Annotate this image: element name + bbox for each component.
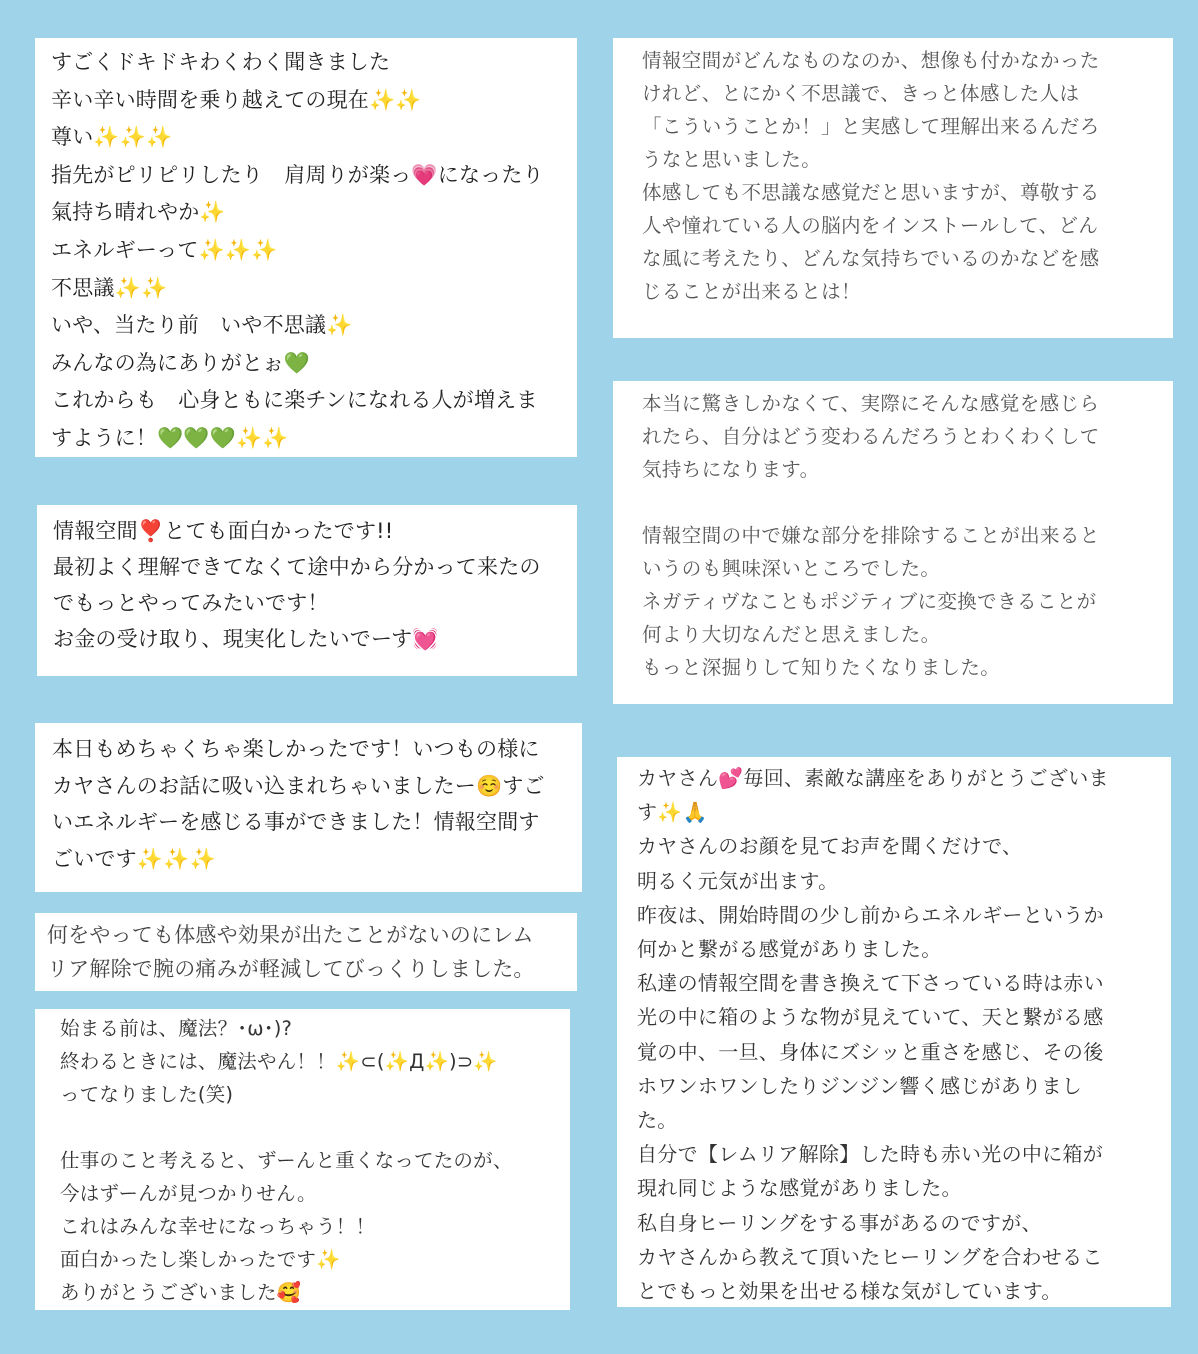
testimonial-card [35,1009,570,1310]
text-line: 始まる前は、魔法？･ω･)? [60,1017,293,1040]
text-line: 仕事のこと考えると、ずーんと重くなってたのが、 [60,1149,513,1172]
text-line: な風に考えたり、どんな気持ちでいるのかなどを感 [642,247,1100,270]
text-line: れたら、自分はどう変わるんだろうとわくわくして [642,425,1100,448]
testimonial-card [37,505,577,676]
text-line: 覚の中、一旦、身体にズシッと重さを感じ、その後 [637,1039,1104,1064]
text-line: いや、当たり前 いや不思議✨ [51,313,353,338]
text-line: ホワンホワンしたりジンジン響く感じがありまし [637,1073,1083,1098]
text-line: ありがとうございました🥰 [60,1281,302,1304]
text-line: ネガティヴなこともポジティブに変換できることが [642,590,1097,613]
text-line: 人や憧れている人の脳内をインストールして、どん [642,214,1099,237]
text-line: 今はずーんが見つかりせん。 [60,1182,317,1205]
text-line: すように！💚💚💚✨✨ [51,425,289,450]
text-line: でもっとやってみたいです！ [53,591,329,615]
text-line: 何かと繋がる感覚がありました。 [637,937,942,962]
text-line: 最初よく理解できてなくて途中から分かって来たの [53,555,541,579]
text-line: 本当に驚きしかなくて、実際にそんな感覚を感じら [642,392,1100,415]
testimonial-card [35,913,577,991]
testimonial-card [35,723,582,892]
text-line: 情報空間の中で嫌な部分を排除することが出来ると [642,524,1100,547]
testimonial-card [613,38,1173,338]
text-line: いエネルギーを感じる事ができました！情報空間す [52,810,540,834]
text-line: 本日もめちゃくちゃ楽しかったです！いつもの様に [52,737,540,761]
testimonial-card [35,38,577,457]
testimonial-text [642,44,1173,308]
testimonial-text [53,513,577,657]
testimonial-text [637,761,1171,1307]
testimonial-text [47,918,577,986]
text-line: カヤさんから教えて頂いたヒーリングを合わせるこ [637,1244,1103,1269]
text-line: 自分で【レムリア解除】した時も赤い光の中に箱が [637,1142,1104,1167]
text-line: もっと深掘りして知りたくなりました。 [642,656,1001,679]
text-line: ってなりました(笑) [60,1083,234,1106]
text-line: ごいです✨✨✨ [52,846,216,871]
testimonial-card [617,757,1171,1307]
text-line: じることが出来るとは！ [642,280,861,303]
text-line: カヤさんのお話に吸い込まれちゃいましたー☺️すご [52,773,545,798]
text-line: いうのも興味深いところでした。 [642,557,941,580]
text-line: 尊い✨✨✨ [51,125,173,150]
text-line: けれど、とにかく不思議で、きっと体感した人は [642,82,1080,105]
text-line: 「こういうことか！」と実感して理解出来るんだろ [642,115,1100,138]
blank-line [60,1111,570,1144]
text-line: 明るく元気が出ます。 [637,868,839,893]
text-line: エネルギーって✨✨✨ [51,237,278,262]
text-line: とでもっと効果を出せる様な気がしています。 [637,1279,1062,1304]
text-line: みんなの為にありがとぉ💚 [51,350,311,375]
text-line: お金の受け取り、現実化したいでーす💓 [53,627,439,651]
text-line: カヤさんのお顔を見てお声を聞くだけで、 [637,834,1023,859]
text-line: これからも 心身ともに楽チンになれる人が増えま [51,388,538,413]
text-line: 情報空間がどんなものなのか、想像も付かなかった [642,49,1100,72]
text-line: 何より大切なんだと思えました。 [642,623,941,646]
text-line: 情報空間❣️とても面白かったです!! [53,519,394,543]
text-line: す✨🙏 [637,800,708,825]
text-line: リア解除で腕の痛みが軽減してびっくりしました。 [47,957,535,981]
text-line: すごくドキドキわくわく聞きました [51,50,391,74]
text-line: 指先がピリピリしたり 肩周りが楽っ💗になったり [51,162,544,187]
testimonial-text [52,731,582,877]
text-line: 辛い辛い時間を乗り越えての現在✨✨ [51,87,422,112]
text-line: 体感しても不思議な感覚だと思いますが、尊敬する [642,181,1100,204]
text-line: 私自身ヒーリングをする事があるのですが、 [637,1210,1042,1235]
text-line: 面白かったし楽しかったです✨ [60,1248,341,1271]
text-line: うなと思いました。 [642,148,822,171]
text-line: 昨夜は、開始時間の少し前からエネルギーというか [637,902,1104,927]
text-line: 氣持ち晴れやか✨ [51,200,226,225]
text-line: 現れ同じような感覚がありました。 [637,1176,962,1201]
text-line: これはみんな幸せになっちゃう！！ [60,1215,376,1238]
text-line: 不思議✨✨ [51,275,168,300]
text-line: 私達の情報空間を書き換えて下さっている時は赤い [637,971,1104,996]
testimonial-text [51,44,577,457]
blank-line [642,486,1173,519]
testimonial-text [60,1012,570,1309]
text-line: 終わるときには、魔法やん！！✨⊂(✨Д✨)⊃✨ [60,1050,498,1073]
text-line: 気持ちになります。 [642,458,820,481]
text-line: カヤさん💕毎回、素敵な講座をありがとうございま [637,766,1109,790]
text-line: 何をやっても体感や効果が出たことがないのにレム [47,923,534,947]
testimonial-text [642,387,1173,684]
text-line: た。 [637,1108,678,1133]
text-line: 光の中に箱のような物が見えていて、天と繋がる感 [637,1005,1104,1030]
testimonial-card [613,381,1173,704]
